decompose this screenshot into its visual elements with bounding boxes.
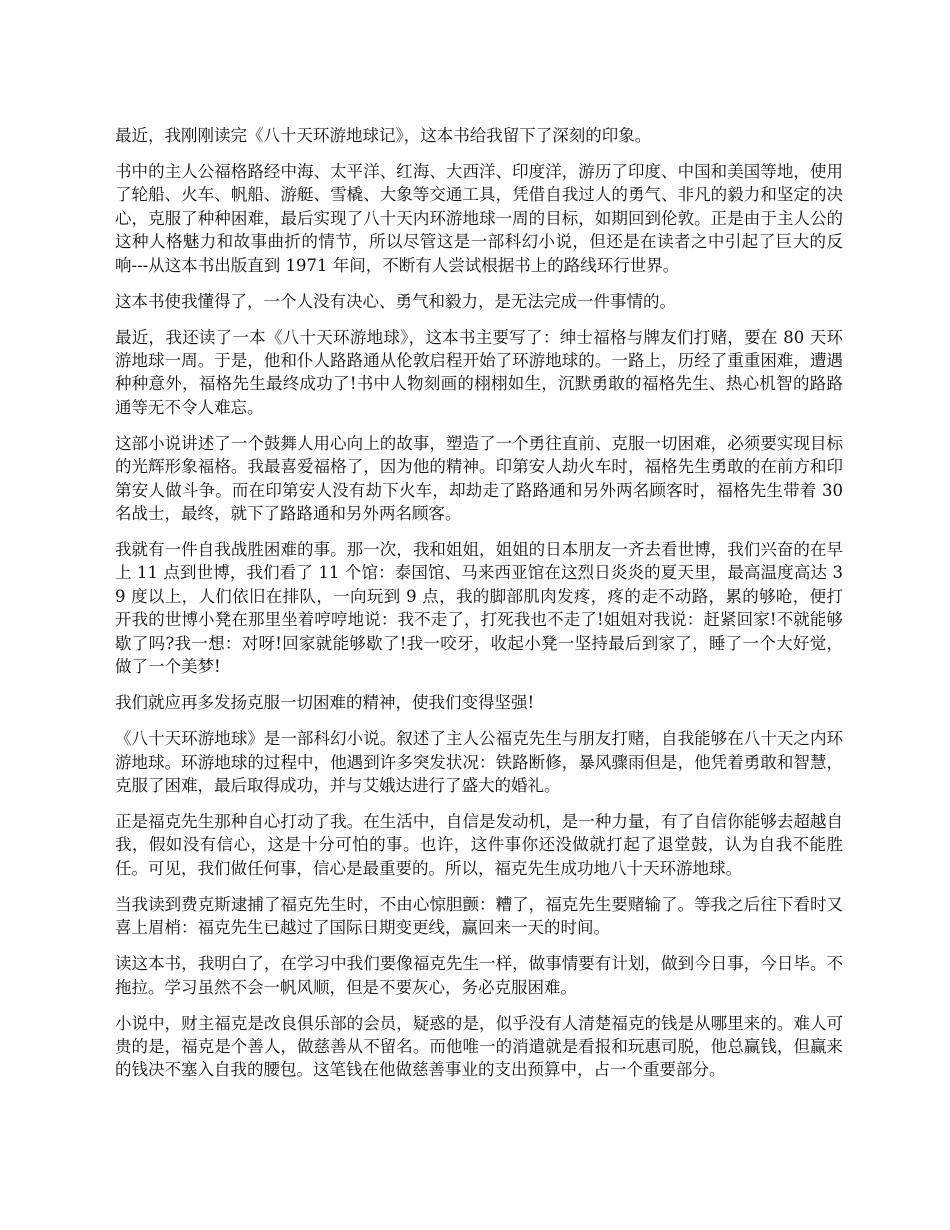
paragraph: 读这本书，我明白了，在学习中我们要像福克先生一样，做事情要有计划，做到今日事，今日毕。不拖拉。学习虽然不会一帆风顺，但是不要灰心，务必克服困难。: [115, 954, 843, 997]
paragraph: 我就有一件自我战胜困难的事。那一次，我和姐姐，姐姐的日本朋友一齐去看世博，我们兴奋的在早上 11 点到世博，我们看了 11 个馆：泰国馆、马来西亚馆在这烈日炎炎的夏天里，最高温度高达 39 度以上，人们依旧在排队，一向玩到 9 点，我的脚部肌肉发疼，疼的走不动路，累的够呛，便打开我的世博小凳在那里坐着哼哼地说：我不走了，打死我也不走了!姐姐对我说：赶紧回家!不就能够歇了吗?我一想：对呀!回家就能够歇了!我一咬牙，收起小凳一坚持最后到家了，睡了一个大好觉，做了一个美梦!: [115, 540, 843, 677]
paragraph: 这本书使我懂得了，一个人没有决心、勇气和毅力，是无法完成一件事情的。: [115, 291, 676, 311]
paragraph: 正是福克先生那种自心打动了我。在生活中，自信是发动机，是一种力量，有了自信你能够去超越自我，假如没有信心，这是十分可怕的事。也许，这件事你还没做就打起了退堂鼓，认为自我不能胜任。可见，我们做任何事，信心是最重要的。所以，福克先生成功地八十天环游地球。: [115, 811, 843, 878]
paragraph: 我们就应再多发扬克服一切困难的精神，使我们变得坚强!: [115, 693, 535, 713]
paragraph: 最近，我还读了一本《八十天环游地球》，这本书主要写了：绅士福格与牌友们打赌，要在 80 天环游地球一周。于是，他和仆人路路通从伦敦启程开始了环游地球的。一路上，历经了重重困难，遭遇种种意外，福格先生最终成功了!书中人物刻画的栩栩如生，沉默勇敢的福格先生、热心机智的路路通等无不令人难忘。: [115, 327, 843, 417]
document-body: [115, 124, 843, 1094]
paragraph: 小说中，财主福克是改良俱乐部的会员，疑惑的是，似乎没有人清楚福克的钱是从哪里来的。难人可贵的是，福克是个善人，做慈善从不留名。而他唯一的消遣就是看报和玩惠司脱，他总赢钱，但赢来的钱决不塞入自我的腰包。这笔钱在他做慈善事业的支出预算中，占一个重要部分。: [115, 1013, 843, 1080]
paragraph: 这部小说讲述了一个鼓舞人用心向上的故事，塑造了一个勇往直前、克服一切困难，必须要实现目标的光辉形象福格。我最喜爱福格了，因为他的精神。印第安人劫火车时，福格先生勇敢的在前方和印第安人做斗争。而在印第安人没有劫下火车，却劫走了路路通和另外两名顾客时，福格先生带着 30 名战士，最终，就下了路路通和另外两名顾客。: [115, 433, 843, 524]
paragraph: 《八十天环游地球》是一部科幻小说。叙述了主人公福克先生与朋友打赌，自我能够在八十天之内环游地球。环游地球的过程中，他遇到许多突发状况：铁路断修，暴风骤雨但是，他凭着勇敢和智慧，克服了困难，最后取得成功，并与艾娥达进行了盛大的婚礼。: [115, 729, 843, 795]
paragraph: 最近，我刚刚读完《八十天环游地球记》，这本书给我留下了深刻的印象。: [115, 126, 652, 145]
paragraph: 当我读到费克斯逮捕了福克先生时，不由心惊胆颤：糟了，福克先生要赌输了。等我之后往下看时又喜上眉梢：福克先生已越过了国际日期变更线，赢回来一天的时间。: [115, 894, 843, 938]
paragraph: 书中的主人公福格路经中海、太平洋、红海、大西洋、印度洋，游历了印度、中国和美国等地，使用了轮船、火车、帆船、游艇、雪橇、大象等交通工具，凭借自我过人的勇气、非凡的毅力和坚定的决心，克服了种种困难，最后实现了八十天内环游地球一周的目标，如期回到伦敦。正是由于主人公的这种人格魅力和故事曲折的情节，所以尽管这是一部科幻小说，但还是在读者之中引起了巨大的反响---从这本书出版直到 1971 年间，不断有人尝试根据书上的路线环行世界。: [115, 162, 843, 275]
